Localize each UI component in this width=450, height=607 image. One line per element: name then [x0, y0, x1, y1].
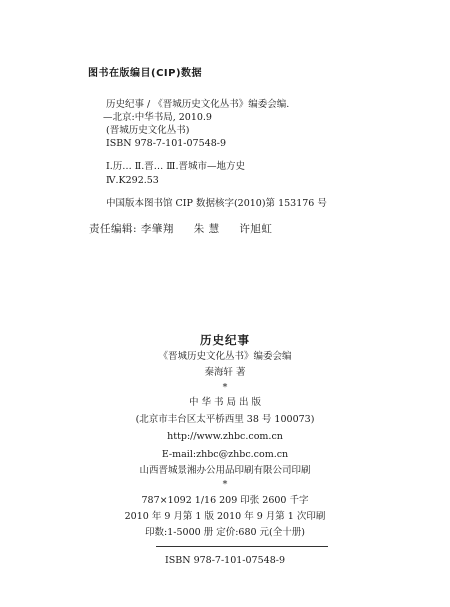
cip-series-line: (晋城历史文化丛书) [106, 125, 190, 136]
cip-title-line: 历史纪事 / 《晋城历史文化丛书》编委会编. [106, 99, 290, 110]
isbn-line: ISBN 978-7-101-07548-9 [165, 555, 285, 566]
cip-header: 图书在版编目(CIP)数据 [88, 68, 203, 79]
website-line: http://www.zhbc.com.cn [167, 431, 283, 442]
separator-star: * [222, 479, 228, 490]
author-line: 秦海轩 著 [204, 367, 246, 378]
print-run-line: 印数:1-5000 册 定价:680 元(全十册) [145, 527, 305, 538]
book-title: 历史纪事 [200, 333, 250, 347]
cip-isbn-line: ISBN 978-7-101-07548-9 [106, 138, 226, 149]
publisher-line: 中 华 书 局 出 版 [188, 397, 262, 408]
divider-rule [156, 546, 328, 547]
editor-name: 李肇翔 [140, 223, 174, 235]
address-line: (北京市丰台区太平桥西里 38 号 100073) [135, 414, 315, 425]
editors-label: 责任编辑: [89, 223, 138, 235]
cip-classification-line: Ⅰ.历… Ⅱ.晋… Ⅲ.晋城市—地方史 [106, 161, 245, 172]
compiler-line: 《晋城历史文化丛书》编委会编 [158, 351, 292, 362]
cip-publisher-line: —北京:中华书局, 2010.9 [103, 112, 212, 123]
cip-classification-code: Ⅳ.K292.53 [106, 175, 159, 186]
specs-line: 787×1092 1/16 209 印张 2600 千字 [141, 495, 309, 506]
editors-line [89, 221, 288, 236]
editor-name: 许旭虹 [239, 223, 273, 235]
edition-line: 2010 年 9 月第 1 版 2010 年 9 月第 1 次印刷 [124, 511, 326, 522]
cip-number: 中国版本图书馆 CIP 数据核字(2010)第 153176 号 [106, 198, 327, 209]
email-line: E-mail:zhbc@zhbc.com.cn [161, 449, 289, 460]
printer-line: 山西晋城景湘办公用品印刷有限公司印刷 [139, 465, 311, 476]
separator-star: * [222, 382, 228, 393]
editor-name: 朱 慧 [193, 223, 220, 235]
